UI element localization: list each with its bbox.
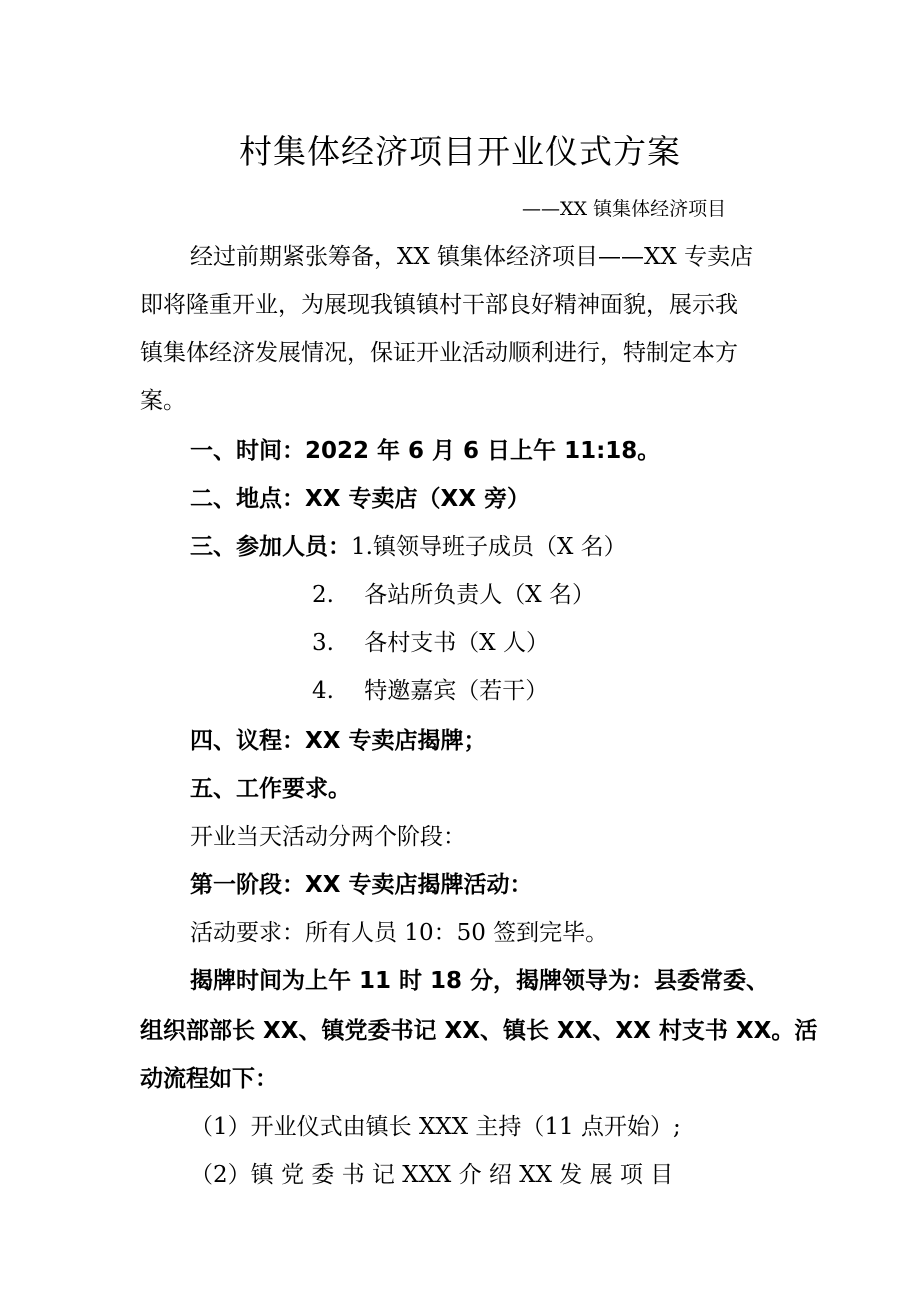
section-agenda: 四、议程：XX 专卖店揭牌；	[190, 728, 487, 754]
intro-line-2: 即将隆重开业，为展现我镇镇村干部良好精神面貌，展示我	[140, 292, 738, 318]
participants-label: 三、参加人员：	[190, 534, 351, 560]
unveiling-line-1: 揭牌时间为上午 11 时 18 分，揭牌领导为：县委常委、	[190, 968, 770, 994]
section-location: 二、地点：XX 专卖店（XX 旁）	[190, 486, 530, 512]
intro-line-1: 经过前期紧张筹备，XX 镇集体经济项目——XX 专卖店	[190, 244, 754, 270]
phases-intro: 开业当天活动分两个阶段：	[190, 824, 466, 850]
participant-item: 4. 特邀嘉宾（若干）	[312, 678, 549, 704]
activity-requirement: 活动要求：所有人员 10：50 签到完毕。	[190, 920, 609, 946]
unveiling-line-3: 动流程如下：	[140, 1066, 278, 1092]
document-subtitle: ——XX 镇集体经济项目	[522, 198, 727, 220]
procedure-item: （2）镇 党 委 书 记 XXX 介 绍 XX 发 展 项 目	[190, 1162, 674, 1188]
section-participants	[190, 532, 627, 562]
intro-line-3: 镇集体经济发展情况，保证开业活动顺利进行，特制定本方	[140, 340, 738, 366]
section-requirements: 五、工作要求。	[190, 776, 351, 802]
participant-item: 2. 各站所负责人（X 名）	[312, 582, 595, 608]
intro-line-4: 案。	[140, 388, 186, 414]
document-title: 村集体经济项目开业仪式方案	[239, 132, 681, 171]
section-time: 一、时间：2022 年 6 月 6 日上午 11:18。	[190, 438, 661, 464]
participant-item: 3. 各村支书（X 人）	[312, 630, 549, 656]
phase-one-heading: 第一阶段：XX 专卖店揭牌活动：	[190, 872, 533, 898]
participant-item: 1.镇领导班子成员（X 名）	[351, 534, 627, 560]
unveiling-line-2: 组织部部长 XX、镇党委书记 XX、镇长 XX、XX 村支书 XX。活	[140, 1018, 818, 1044]
procedure-item: （1）开业仪式由镇长 XXX 主持（11 点开始）;	[190, 1114, 681, 1140]
